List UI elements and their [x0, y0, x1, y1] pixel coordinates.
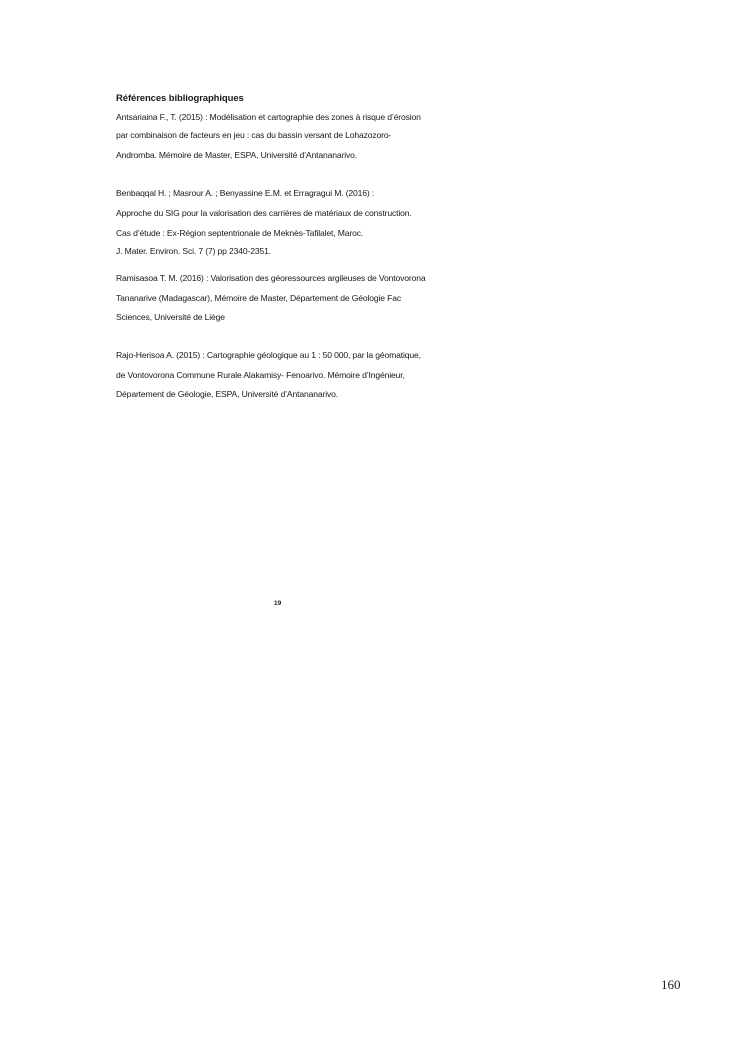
reference-4-line-1: Rajo-Herisoa A. (2015) : Cartographie géologique au 1 : 50 000, par la géomatique, [116, 350, 421, 360]
reference-4-line-2: de Vontovorona Commune Rurale Alakamisy- Fenoarivo. Mémoire d’Ingénieur, [116, 370, 405, 380]
reference-1-line-3: Andromba. Mémoire de Master, ESPA, Université d’Antananarivo. [116, 150, 357, 160]
reference-2-line-2: Approche du SIG pour la valorisation des carrières de matériaux de construction. [116, 208, 412, 218]
reference-4-line-3: Département de Géologie, ESPA, Université d’Antananarivo. [116, 389, 339, 399]
reference-2-line-4: J. Mater. Environ. Sci. 7 (7) pp 2340-2351. [116, 246, 272, 256]
page-number: 160 [661, 977, 681, 992]
reference-2-line-3: Cas d’étude : Ex-Région septentrionale de Meknès-Tafilalet, Maroc. [116, 228, 364, 238]
footnote-number: 19 [274, 600, 282, 607]
reference-1-line-2: par combinaison de facteurs en jeu : cas du bassin versant de Lohazozoro- [116, 130, 392, 140]
reference-3-line-2: Tananarive (Madagascar), Mémoire de Master, Département de Géologie Fac [116, 293, 402, 303]
reference-3-line-3: Sciences, Université de Liège [116, 312, 225, 322]
references-heading: Références bibliographiques [116, 93, 244, 104]
reference-1-line-1: Antsariaina F., T. (2015) : Modélisation et cartographie des zones à risque d’érosion [116, 112, 421, 122]
reference-2-line-1: Benbaqqal H. ; Masrour A. ; Benyassine E.M. et Erragragui M. (2016) : [116, 188, 375, 198]
reference-3-line-1: Ramisasoa T. M. (2016) : Valorisation des géoressources argileuses de Vontovorona [116, 273, 426, 283]
